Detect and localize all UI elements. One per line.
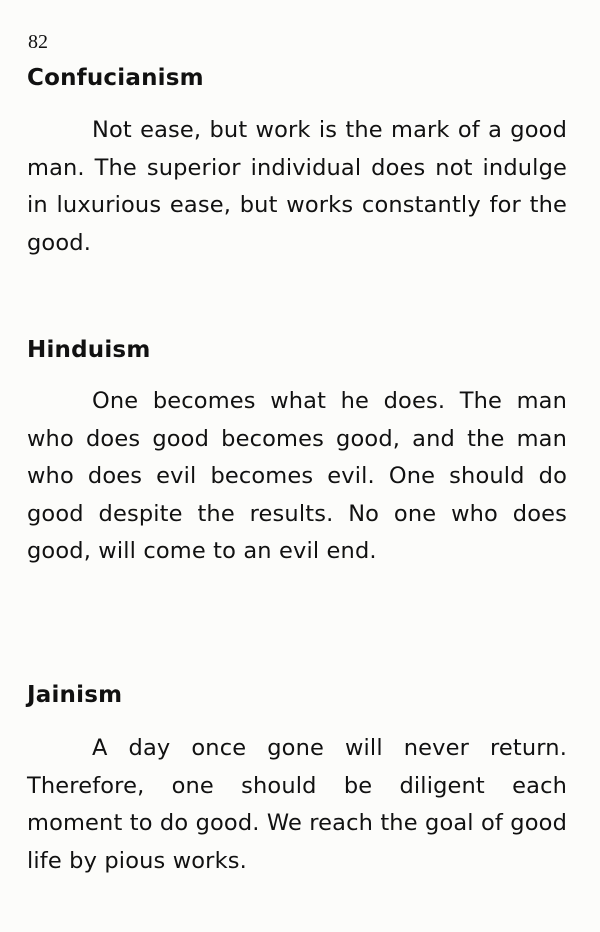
page-number: 82 xyxy=(28,31,48,53)
section-text-confucianism: Not ease, but work is the mark of a good man. The superior individual does not indulge in luxurious ease, but works constantly for the good. xyxy=(27,117,567,256)
section-text-jainism: A day once gone will never return. Therefore, one should be diligent each moment to do good. We reach the goal of good life by pious works. xyxy=(27,735,567,874)
section-text-hinduism: One becomes what he does. The man who does good becomes good, and the man who does evil becomes evil. One should do good despite the results. No one who does good, will come to an evil end. xyxy=(27,388,567,564)
section-heading-hinduism: Hinduism xyxy=(27,337,151,363)
section-heading-confucianism: Confucianism xyxy=(27,65,204,91)
section-heading-jainism: Jainism xyxy=(27,682,123,708)
